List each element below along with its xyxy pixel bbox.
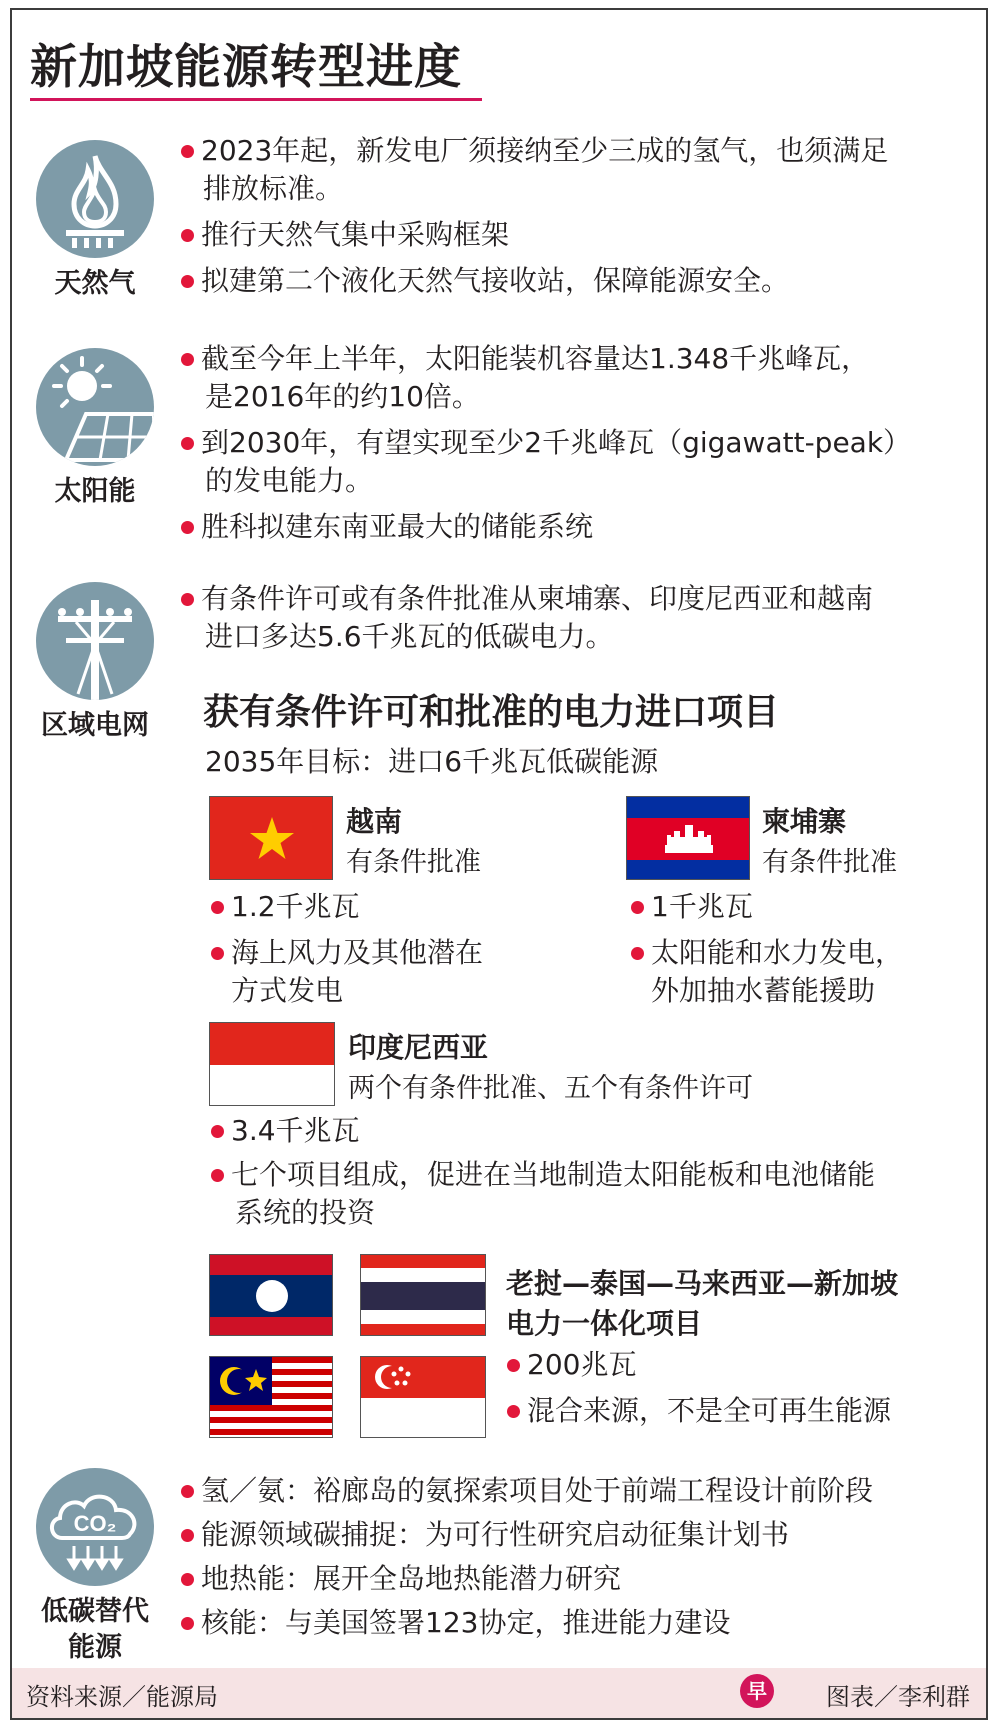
bullet-dot bbox=[181, 1485, 194, 1498]
list-item-continued: 的发电能力。 bbox=[205, 464, 374, 497]
category-label: 低碳替代 能源 bbox=[41, 1596, 149, 1663]
list-item-continued: 外加抽水蓄能援助 bbox=[651, 974, 876, 1007]
bullet-dot bbox=[507, 1359, 520, 1372]
list-item: 有条件许可或有条件批准从柬埔寨、印度尼西亚和越南 bbox=[201, 580, 873, 618]
thailand-flag-icon bbox=[360, 1254, 486, 1336]
solar-panel-icon bbox=[36, 348, 154, 466]
bullet-dot bbox=[181, 229, 194, 242]
category-lowcarbon bbox=[20, 1468, 170, 1666]
bullet-dot bbox=[181, 437, 194, 450]
list-item: 3.4千兆瓦 bbox=[231, 1112, 360, 1150]
category-label: 太阳能 bbox=[54, 476, 136, 507]
bullet-dot bbox=[181, 145, 194, 158]
page-title: 新加坡能源转型进度 bbox=[30, 40, 462, 95]
list-item: 氢／氨：裕廊岛的氨探索项目处于前端工程设计前阶段 bbox=[201, 1472, 873, 1510]
vietnam-flag-icon bbox=[209, 796, 333, 880]
bullet-dot bbox=[631, 947, 644, 960]
source-credit: 资料来源／能源局 bbox=[26, 1683, 218, 1711]
list-item: 2023年起，新发电厂须接纳至少三成的氢气，也须满足 bbox=[201, 132, 888, 170]
list-item: 混合来源，不是全可再生能源 bbox=[527, 1392, 891, 1430]
laos-flag-icon bbox=[209, 1254, 333, 1336]
list-item: 推行天然气集中采购框架 bbox=[201, 216, 509, 254]
projects-heading: 获有条件许可和批准的电力进口项目 bbox=[203, 692, 780, 733]
list-item: 核能：与美国签署123协定，推进能力建设 bbox=[201, 1604, 730, 1642]
category-solar bbox=[20, 348, 170, 510]
country-name-cambodia: 柬埔寨 bbox=[762, 805, 847, 838]
bullet-dot bbox=[181, 593, 194, 606]
list-item: 1.2千兆瓦 bbox=[231, 888, 360, 926]
indonesia-flag-icon bbox=[209, 1022, 335, 1106]
list-item-continued: 排放标准。 bbox=[203, 172, 344, 205]
list-item: 到2030年，有望实现至少2千兆峰瓦（gigawatt-peak） bbox=[201, 424, 911, 462]
bullet-dot bbox=[507, 1405, 520, 1418]
list-item: 海上风力及其他潜在 bbox=[231, 934, 483, 972]
list-item: 地热能：展开全岛地热能潜力研究 bbox=[201, 1560, 621, 1598]
bullet-dot bbox=[211, 901, 224, 914]
list-item-continued: 进口多达5.6千兆瓦的低碳电力。 bbox=[205, 620, 614, 653]
category-gas bbox=[20, 140, 170, 302]
power-pole-icon bbox=[36, 582, 154, 700]
list-item-continued: 是2016年的约10倍。 bbox=[205, 380, 480, 413]
flame-icon bbox=[36, 140, 154, 258]
bullet-dot bbox=[211, 947, 224, 960]
projects-target-note: 2035年目标：进口6千兆瓦低碳能源 bbox=[205, 745, 659, 778]
list-item: 胜科拟建东南亚最大的储能系统 bbox=[201, 508, 593, 546]
bullet-dot bbox=[181, 521, 194, 534]
list-item-continued: 方式发电 bbox=[231, 974, 344, 1007]
footer bbox=[12, 1668, 986, 1718]
bullet-dot bbox=[181, 1617, 194, 1630]
bullet-dot bbox=[211, 1169, 224, 1182]
list-item: 拟建第二个液化天然气接收站，保障能源安全。 bbox=[201, 262, 789, 300]
bullet-dot bbox=[181, 1529, 194, 1542]
ltms-project-name-line2: 电力一体化项目 bbox=[506, 1307, 703, 1340]
bullet-dot bbox=[181, 353, 194, 366]
list-item: 截至今年上半年，太阳能装机容量达1.348千兆峰瓦， bbox=[201, 340, 869, 378]
category-label: 天然气 bbox=[54, 268, 136, 299]
cambodia-flag-icon bbox=[626, 796, 750, 880]
graphic-credit: 图表／李利群 bbox=[826, 1683, 970, 1711]
list-item-continued: 系统的投资 bbox=[235, 1196, 376, 1229]
bullet-dot bbox=[181, 275, 194, 288]
category-grid bbox=[20, 582, 170, 744]
list-item: 太阳能和水力发电， bbox=[651, 934, 903, 972]
country-status-vietnam: 有条件批准 bbox=[346, 847, 481, 878]
bullet-dot bbox=[181, 1573, 194, 1586]
list-item: 七个项目组成，促进在当地制造太阳能板和电池储能 bbox=[231, 1156, 875, 1194]
country-name-indonesia: 印度尼西亚 bbox=[348, 1031, 489, 1064]
publisher-logo-icon: 早 bbox=[740, 1674, 774, 1708]
title-underline bbox=[30, 98, 482, 101]
singapore-flag-icon bbox=[360, 1356, 486, 1438]
list-item: 能源领域碳捕捉：为可行性研究启动征集计划书 bbox=[201, 1516, 789, 1554]
malaysia-flag-icon bbox=[209, 1356, 333, 1438]
co2-cloud-icon bbox=[36, 1468, 154, 1586]
country-status-cambodia: 有条件批准 bbox=[762, 847, 897, 878]
category-label: 区域电网 bbox=[41, 710, 149, 741]
bullet-dot bbox=[211, 1125, 224, 1138]
country-name-vietnam: 越南 bbox=[346, 805, 403, 838]
list-item: 200兆瓦 bbox=[527, 1346, 636, 1384]
svg-text:CO₂: CO₂ bbox=[73, 1511, 117, 1536]
country-status-indonesia: 两个有条件批准、五个有条件许可 bbox=[348, 1073, 753, 1104]
bullet-dot bbox=[631, 901, 644, 914]
list-item: 1千兆瓦 bbox=[651, 888, 753, 926]
ltms-project-name: 老挝—泰国—马来西亚—新加坡 bbox=[506, 1267, 899, 1300]
